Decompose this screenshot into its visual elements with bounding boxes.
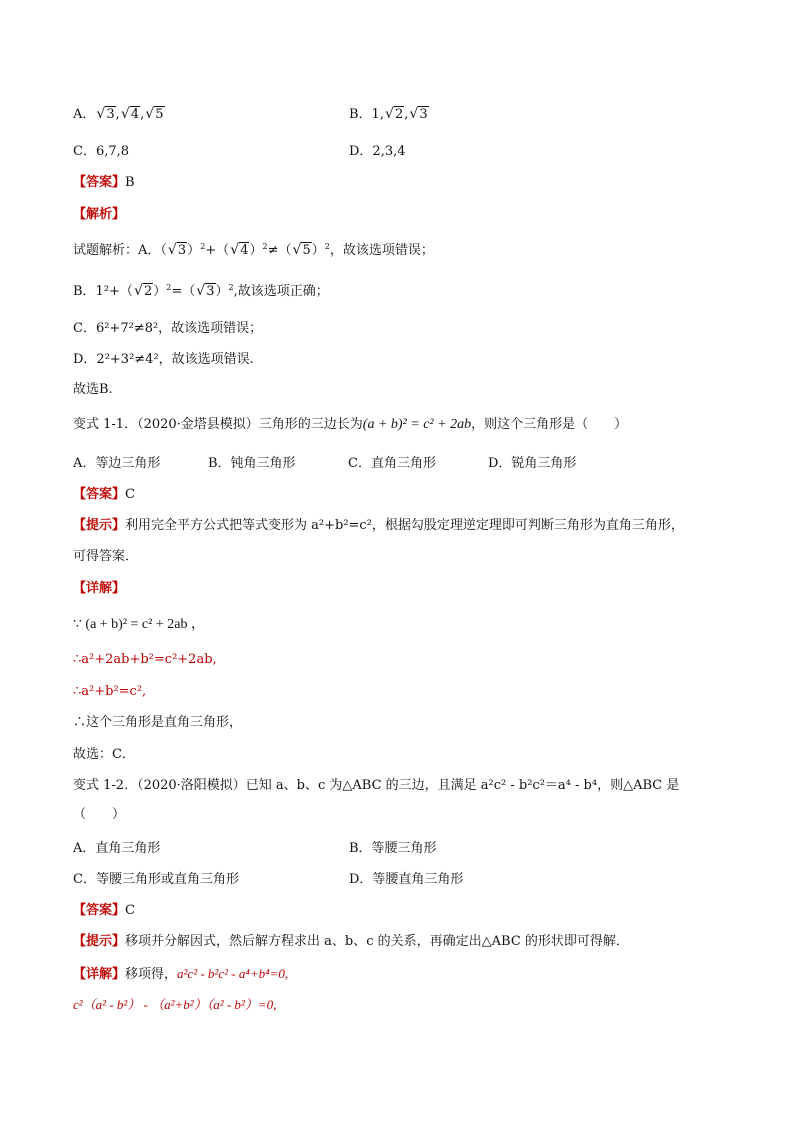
analysis-line-a: 试题解析：A．（√ 3）$^2$+（√ 4）$^2$≠（√ 5）$^2$，故该选项错误；	[73, 242, 434, 260]
variant-1-2-answer: 【答案】C	[73, 903, 135, 918]
variant-1-1-option-b: B．钝角三角形	[208, 456, 296, 471]
variant-1-1-answer: 【答案】C	[73, 487, 135, 502]
option-b: B．1,√ 2,√ 3	[349, 106, 429, 124]
analysis-line-b: B．1²+（√ 2）$^2$=（√ 3）$^2$,故该选项正确；	[73, 283, 329, 301]
variant-1-1-step2: ∴a²+2ab+b²=c²+2ab,	[73, 652, 217, 667]
variant-1-1-step4: ∴这个三角形是直角三角形，	[73, 715, 243, 730]
variant-1-1-step1: ∵ (a + b)² = c² + 2ab ，	[73, 617, 205, 632]
conclusion: 故选B.	[73, 382, 113, 397]
variant-1-2-stem: 变式 1-2．（2020·洛阳模拟）已知 a、b、c 为△ABC 的三边，且满足 a²c² - b²c²＝a⁴ - b⁴，则△ABC 是	[73, 778, 680, 793]
variant-1-2-option-b: B．等腰三角形	[349, 841, 437, 856]
analysis-line-c: C．6²+7²≠8²，故该选项错误；	[73, 321, 263, 336]
variant-1-1-stem: 变式 1-1．（2020·金塔县模拟）三角形的三边长为(a + b)² = c² + 2ab，则这个三角形是（ ）	[73, 417, 628, 432]
variant-1-1-option-c: C．直角三角形	[348, 456, 436, 471]
option-d: D．2,3,4	[349, 144, 406, 159]
variant-1-1-hint: 【提示】利用完全平方公式把等式变形为 a²+b²=c²，根据勾股定理逆定理即可判断三角形为直角三角形，	[73, 518, 684, 533]
variant-1-1-detail-tag: 【详解】	[73, 581, 126, 596]
variant-1-1-option-a: A．等边三角形	[73, 456, 161, 471]
variant-1-2-option-c: C．等腰三角形或直角三角形	[73, 872, 239, 887]
analysis-tag: 【解析】	[73, 207, 126, 222]
variant-1-2-detail-eq2: c²（a² - b²） - （a²+b²）（a² - b²）=0,	[73, 997, 277, 1012]
variant-1-2-option-d: D．等腰直角三角形	[349, 872, 464, 887]
analysis-line-d: D．2²+3²≠4²，故该选项错误.	[73, 352, 254, 367]
variant-1-1-conclusion: 故选：C．	[73, 747, 135, 762]
variant-1-1-step3: ∴a²+b²=c²,	[73, 684, 147, 699]
answer-tag: 【答案】	[73, 175, 126, 190]
option-c: C．6,7,8	[73, 144, 130, 159]
answer-line: 【答案】B	[73, 175, 135, 190]
variant-1-2-option-a: A．直角三角形	[73, 841, 161, 856]
variant-1-2-stem-cont: （ ）	[73, 807, 126, 822]
option-a: A．√ 3,√ 4,√ 5	[73, 106, 165, 124]
variant-1-1-option-d: D．锐角三角形	[488, 456, 577, 471]
variant-1-1-hint-cont: 可得答案．	[73, 549, 139, 564]
variant-1-2-detail: 【详解】移项得，a²c² - b²c² - a⁴+b⁴=0,	[73, 966, 289, 982]
variant-1-2-hint: 【提示】移项并分解因式，然后解方程求出 a、b、c 的关系，再确定出△ABC 的形状即可得解．	[73, 934, 629, 949]
